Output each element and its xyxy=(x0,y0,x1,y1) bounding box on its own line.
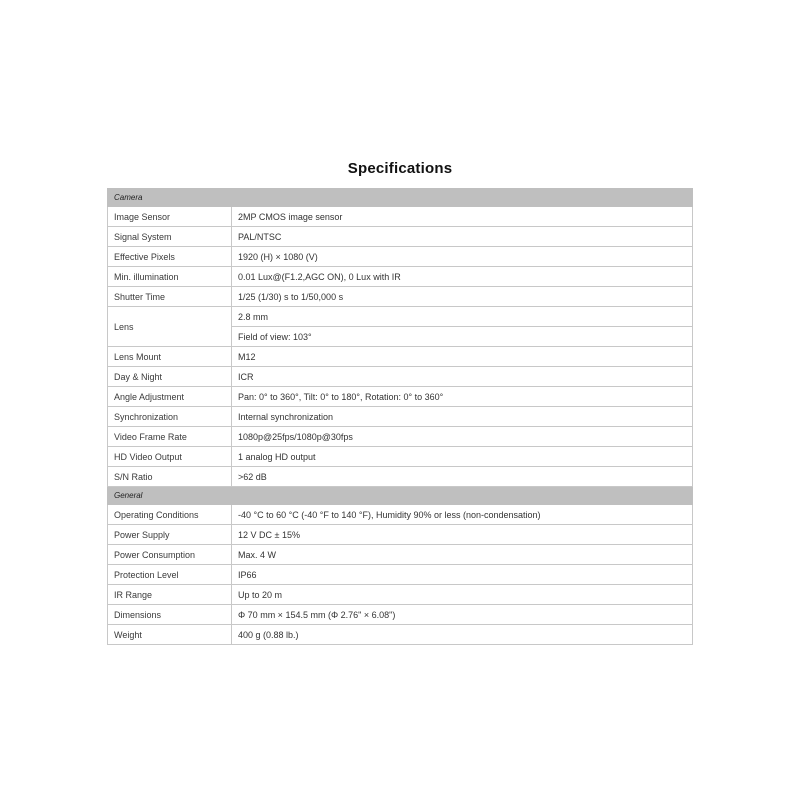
table-row xyxy=(108,545,693,565)
spec-label: Dimensions xyxy=(108,605,232,625)
section-title: Camera xyxy=(108,189,693,207)
table-row xyxy=(108,447,693,467)
spec-table-body xyxy=(108,189,693,645)
spec-value: 1080p@25fps/1080p@30fps xyxy=(232,427,693,447)
page-title: Specifications xyxy=(347,160,453,177)
table-row xyxy=(108,367,693,387)
spec-value: 400 g (0.88 lb.) xyxy=(232,625,693,645)
spec-value: 0.01 Lux@(F1.2,AGC ON), 0 Lux with IR xyxy=(232,267,693,287)
spec-value: Max. 4 W xyxy=(232,545,693,565)
spec-label: HD Video Output xyxy=(108,447,232,467)
spec-label: Weight xyxy=(108,625,232,645)
section-title: General xyxy=(108,487,693,505)
table-row xyxy=(108,585,693,605)
table-row xyxy=(108,387,693,407)
spec-label: Day & Night xyxy=(108,367,232,387)
spec-label: Lens xyxy=(108,307,232,347)
spec-value: ICR xyxy=(232,367,693,387)
spec-value: 1/25 (1/30) s to 1/50,000 s xyxy=(232,287,693,307)
spec-value: 2.8 mm xyxy=(232,307,693,327)
table-row xyxy=(108,247,693,267)
table-row xyxy=(108,605,693,625)
spec-value: PAL/NTSC xyxy=(232,227,693,247)
spec-label: Min. illumination xyxy=(108,267,232,287)
spec-label: Shutter Time xyxy=(108,287,232,307)
table-row xyxy=(108,427,693,447)
spec-value: Pan: 0° to 360°, Tilt: 0° to 180°, Rotation: 0° to 360° xyxy=(232,387,693,407)
table-row xyxy=(108,625,693,645)
spec-label: Image Sensor xyxy=(108,207,232,227)
table-row xyxy=(108,525,693,545)
spec-value: Internal synchronization xyxy=(232,407,693,427)
table-row xyxy=(108,307,693,327)
spec-label: Power Consumption xyxy=(108,545,232,565)
section-header-camera xyxy=(108,189,693,207)
table-row xyxy=(108,565,693,585)
spec-value: M12 xyxy=(232,347,693,367)
spec-label: Operating Conditions xyxy=(108,505,232,525)
section-header-general xyxy=(108,487,693,505)
table-row xyxy=(108,267,693,287)
spec-value: 2MP CMOS image sensor xyxy=(232,207,693,227)
spec-table xyxy=(107,188,693,645)
spec-label: Signal System xyxy=(108,227,232,247)
spec-label: Power Supply xyxy=(108,525,232,545)
table-row xyxy=(108,505,693,525)
table-row xyxy=(108,407,693,427)
spec-value: IP66 xyxy=(232,565,693,585)
table-row xyxy=(108,287,693,307)
spec-label: Video Frame Rate xyxy=(108,427,232,447)
spec-label: Protection Level xyxy=(108,565,232,585)
table-row xyxy=(108,467,693,487)
spec-value: 1 analog HD output xyxy=(232,447,693,467)
spec-label: S/N Ratio xyxy=(108,467,232,487)
spec-label: Lens Mount xyxy=(108,347,232,367)
spec-value: >62 dB xyxy=(232,467,693,487)
spec-label: Angle Adjustment xyxy=(108,387,232,407)
table-row xyxy=(108,227,693,247)
spec-value: Field of view: 103° xyxy=(232,327,693,347)
table-row xyxy=(108,347,693,367)
spec-value: Φ 70 mm × 154.5 mm (Φ 2.76" × 6.08") xyxy=(232,605,693,625)
spec-value: 12 V DC ± 15% xyxy=(232,525,693,545)
spec-value: -40 °C to 60 °C (-40 °F to 140 °F), Humidity 90% or less (non-condensation) xyxy=(232,505,693,525)
spec-label: Synchronization xyxy=(108,407,232,427)
table-row xyxy=(108,207,693,227)
spec-label: IR Range xyxy=(108,585,232,605)
spec-value: Up to 20 m xyxy=(232,585,693,605)
spec-label: Effective Pixels xyxy=(108,247,232,267)
spec-value: 1920 (H) × 1080 (V) xyxy=(232,247,693,267)
